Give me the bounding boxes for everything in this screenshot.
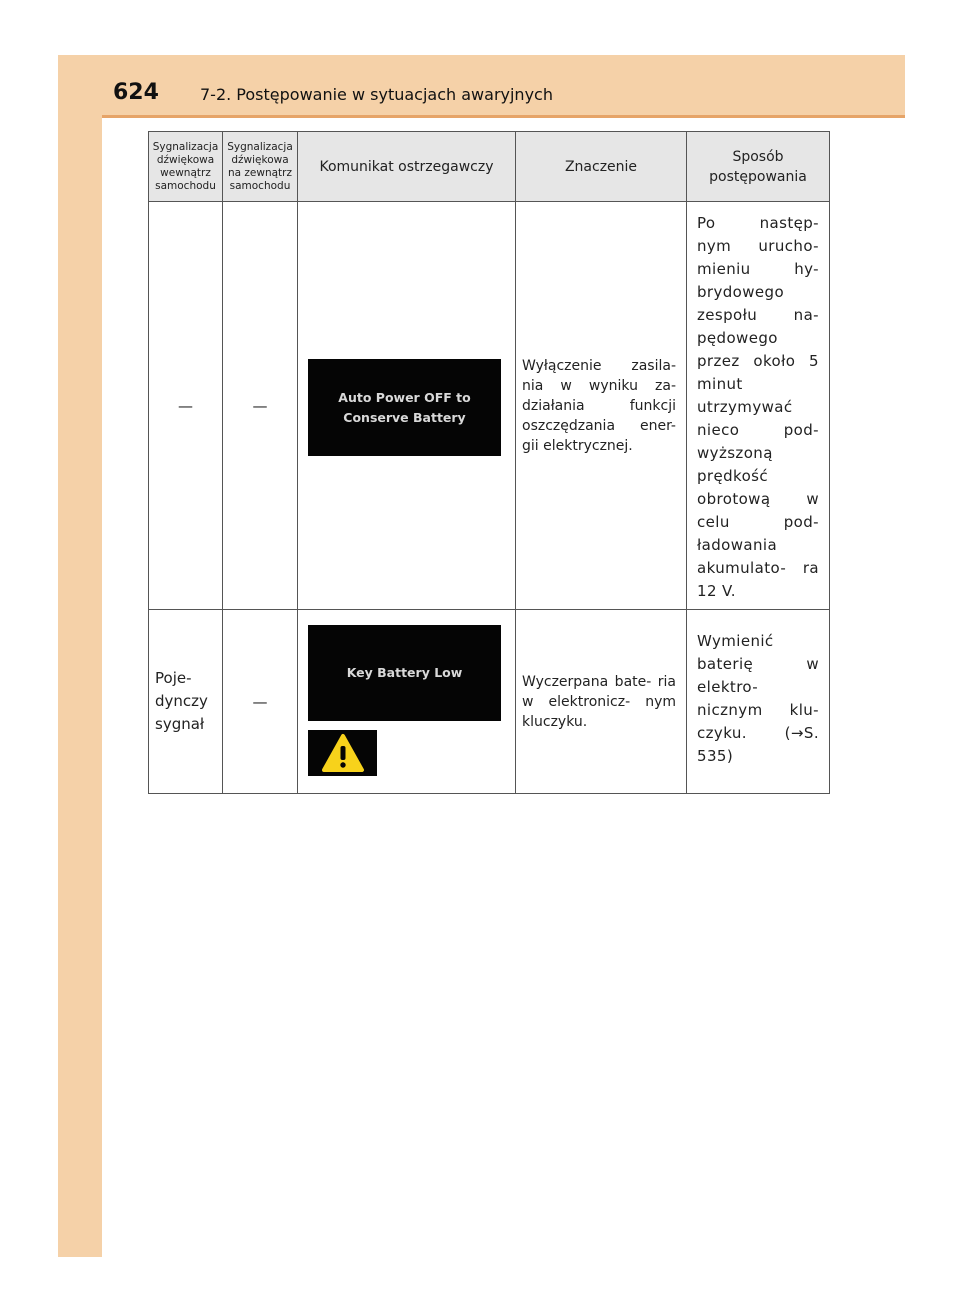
cell-meaning: Wyczerpana bate- ria w elektronicz- nym kluczyku.: [516, 610, 687, 794]
table-row: [149, 610, 830, 794]
warning-table: [148, 131, 830, 794]
screen-text-line1: Auto Power OFF to: [338, 389, 471, 405]
cell-inside-sound: Poje- dynczy sygnał: [149, 610, 223, 794]
header-action: Sposób postępowania: [687, 132, 830, 202]
cell-inside-sound: —: [149, 202, 223, 610]
cell-outside-sound: —: [223, 610, 298, 794]
table-header-row: [149, 132, 830, 202]
header-divider: [102, 115, 905, 118]
cell-warning-message: [298, 202, 516, 610]
cell-outside-sound: —: [223, 202, 298, 610]
header-outside-sound: Sygnalizacja dźwiękowa na zewnątrz samochodu: [223, 132, 298, 202]
screen-text-line1: Key Battery Low: [346, 665, 463, 680]
screen-text-line2: Conserve Battery: [343, 409, 466, 425]
cell-meaning: Wyłączenie zasila- nia w wyniku za- działania funkcji oszczędzania ener- gii elektrycznej.: [516, 202, 687, 610]
cell-action: Po następ- nym urucho- mieniu hy- brydowego zespołu na- pędowego przez około 5 minut utrzymywać nieco pod- wyższoną prędkość obrotową w celu pod- ładowania akumulato- ra 12 V.: [687, 202, 830, 610]
display-screen-key-battery-low: [308, 625, 501, 721]
cell-warning-message: [298, 610, 516, 794]
header-meaning: Znaczenie: [516, 132, 687, 202]
warning-triangle-icon: [321, 733, 365, 773]
header-warning-message: Komunikat ostrzegawczy: [298, 132, 516, 202]
header-inside-sound: Sygnalizacja dźwiękowa wewnątrz samochodu: [149, 132, 223, 202]
warning-indicator: [308, 730, 377, 776]
page-number: 624: [113, 80, 159, 105]
display-screen-auto-power-off: [308, 359, 501, 456]
table-row: [149, 202, 830, 610]
section-title: 7-2. Postępowanie w sytuacjach awaryjnych: [200, 85, 553, 104]
cell-action: Wymienić baterię w elektro- nicznym klu- czyku. (→S. 535): [687, 610, 830, 794]
side-accent-strip: [58, 55, 102, 1257]
